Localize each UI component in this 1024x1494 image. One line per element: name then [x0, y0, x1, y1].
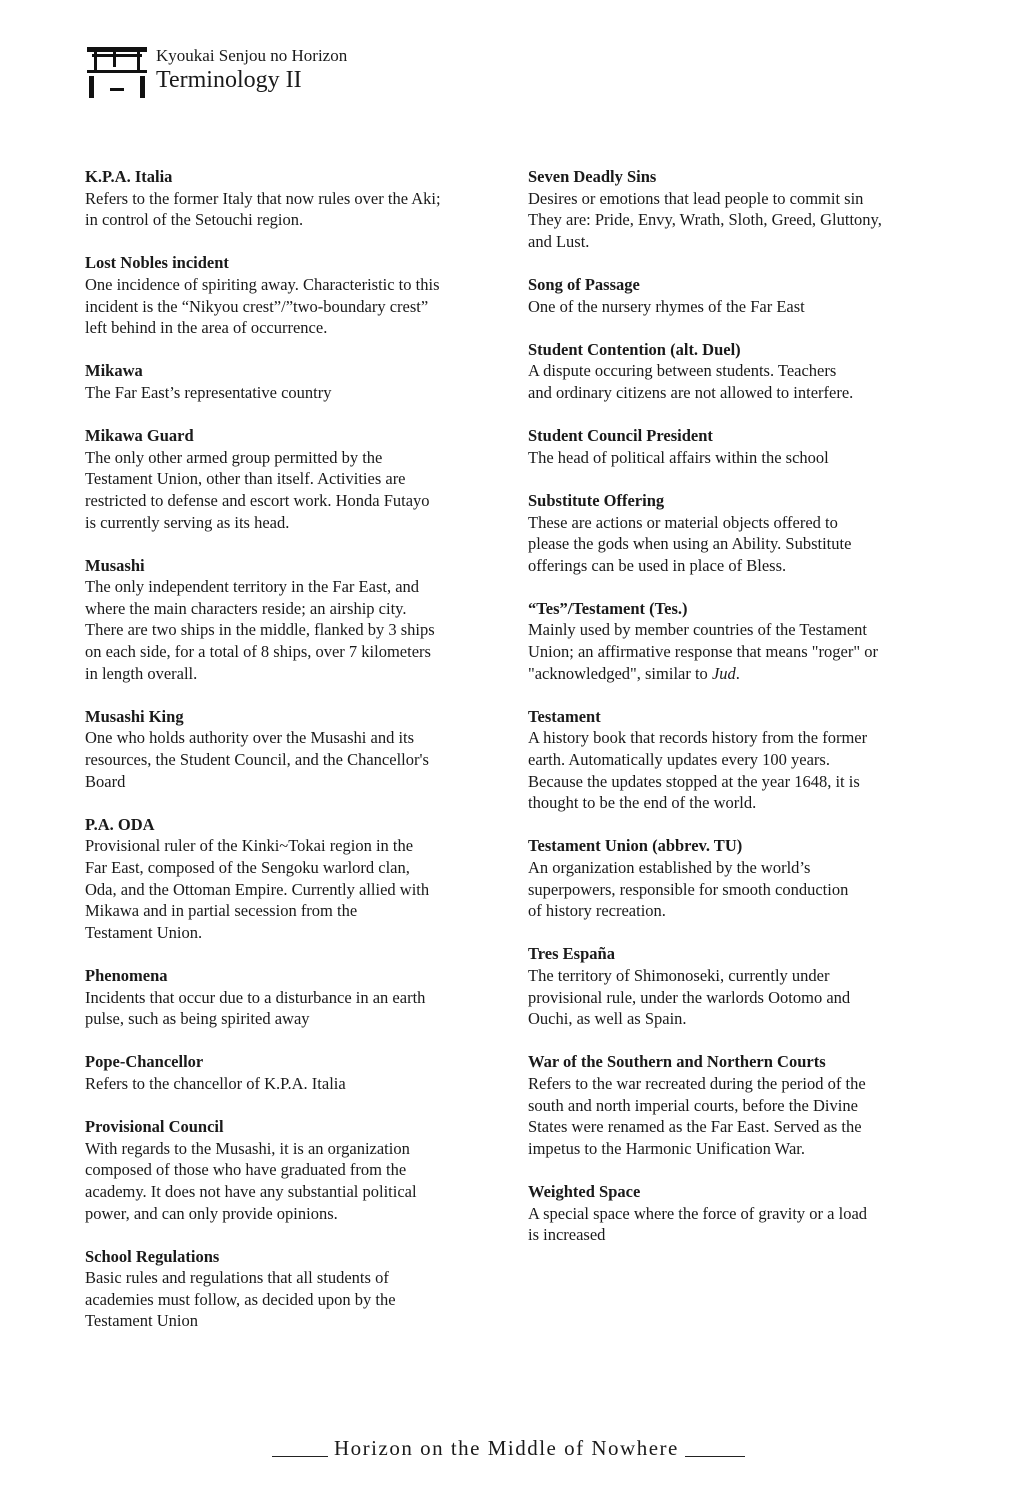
- term: “Tes”/Testament (Tes.): [528, 598, 688, 618]
- term: Tres España: [528, 944, 615, 964]
- glossary-entry: [528, 706, 968, 814]
- glossary-entry: [528, 166, 968, 252]
- definition: The only independent territory in the Far East, and where the main characters reside; an airship city. There are two ships in the middle, flanked by 3 ships on each side, for a total of 8 ships, over 7 kilometers in length overall.: [85, 577, 435, 683]
- definition: Incidents that occur due to a disturbance in an earth pulse, such as being spirited away: [85, 987, 426, 1029]
- glossary-entry: [85, 1116, 525, 1224]
- definition: Refers to the chancellor of K.P.A. Italia: [85, 1073, 346, 1093]
- term: War of the Southern and Northern Courts: [528, 1052, 826, 1072]
- footer-title: Horizon on the Middle of Nowhere: [334, 1436, 679, 1460]
- term: Student Contention (alt. Duel): [528, 339, 741, 359]
- term: School Regulations: [85, 1246, 220, 1266]
- term: Phenomena: [85, 965, 168, 985]
- term: Seven Deadly Sins: [528, 167, 657, 186]
- page-title: Terminology II: [156, 67, 302, 93]
- definition: The territory of Shimonoseki, currently under provisional rule, under the warlords Ootomo and Ouchi, as well as Spain.: [528, 965, 851, 1029]
- glossary-entry: [85, 252, 525, 338]
- term: Mikawa: [85, 361, 143, 381]
- definition: [528, 619, 968, 684]
- definition: Basic rules and regulations that all students of academies must follow, as decided upon by the Testament Union: [85, 1268, 396, 1331]
- definition: Desires or emotions that lead people to commit sin They are: Pride, Envy, Wrath, Sloth, Greed, Gluttony, and Lust.: [528, 188, 882, 251]
- glossary-entry: [528, 1051, 968, 1159]
- term: Testament: [528, 706, 601, 726]
- term: Musashi King: [85, 706, 184, 726]
- term: Substitute Offering: [528, 490, 665, 510]
- definition: The head of political affairs within the school: [528, 447, 829, 467]
- glossary-entry: [85, 814, 525, 944]
- term: Pope-Chancellor: [85, 1052, 204, 1072]
- definition: The Far East’s representative country: [85, 382, 332, 402]
- term: Mikawa Guard: [85, 426, 194, 446]
- footer-rule-left: [272, 1456, 328, 1457]
- definition: A special space where the force of gravity or a load is increased: [528, 1203, 868, 1245]
- definition: Refers to the war recreated during the period of the south and north imperial courts, before the Divine States were renamed as the Far East. Served as the impetus to the Harmonic Unification War.: [528, 1073, 866, 1158]
- term: Student Council President: [528, 426, 713, 446]
- definition: An organization established by the world’s superpowers, responsible for smooth conduction of history recreation.: [528, 858, 849, 921]
- glossary-entry: [528, 425, 968, 468]
- definition: One of the nursery rhymes of the Far East: [528, 296, 805, 316]
- definition: One incidence of spiriting away. Characteristic to this incident is the “Nikyou crest”/”two-boundary crest” left behind in the area of occurrence.: [85, 274, 440, 338]
- torii-gate-icon: [86, 44, 148, 100]
- right-column: [528, 166, 968, 1267]
- glossary-entry: [85, 706, 525, 792]
- glossary-entry: [528, 1181, 968, 1246]
- glossary-entry: [528, 943, 968, 1029]
- definition-italic: Jud: [711, 663, 736, 683]
- glossary-entry: [85, 360, 525, 403]
- definition-text: Mainly used by member countries of the Testament Union; an affirmative response that means "roger" or "acknowledged", similar to: [528, 620, 878, 683]
- glossary-entry: [528, 835, 968, 921]
- page-header: [86, 44, 347, 100]
- term: Testament Union (abbrev. TU): [528, 836, 743, 856]
- definition-end: .: [735, 663, 740, 683]
- glossary-entry: [85, 166, 525, 231]
- left-column: [85, 166, 525, 1354]
- glossary-entry: [528, 598, 968, 684]
- definition: Refers to the former Italy that now rules over the Aki; in control of the Setouchi region.: [85, 188, 441, 230]
- series-title: Kyoukai Senjou no Horizon: [156, 46, 348, 65]
- definition: Provisional ruler of the Kinki~Tokai region in the Far East, composed of the Sengoku warlord clan, Oda, and the Ottoman Empire. Currently allied with Mikawa and in partial secession from the Testament Union.: [85, 836, 430, 942]
- glossary-entry: [528, 490, 968, 576]
- term: Provisional Council: [85, 1117, 224, 1137]
- glossary-entry: [85, 555, 525, 685]
- glossary-entry: [85, 425, 525, 533]
- term: Song of Passage: [528, 274, 640, 294]
- glossary-entry: [528, 339, 968, 404]
- glossary-entry: [85, 1051, 525, 1094]
- definition: A dispute occuring between students. Teachers and ordinary citizens are not allowed to interfere.: [528, 361, 854, 402]
- glossary-entry: [85, 1246, 525, 1332]
- definition: A history book that records history from the former earth. Automatically updates every 100 years. Because the updates stopped at the year 1648, it is thought to be the end of the world.: [528, 728, 868, 813]
- term: Weighted Space: [528, 1181, 641, 1201]
- glossary-entry: [528, 274, 968, 317]
- definition: With regards to the Musashi, it is an organization composed of those who have graduated from the academy. It does not have any substantial political power, and can only provide opinions.: [85, 1138, 417, 1223]
- term: Lost Nobles incident: [85, 253, 229, 273]
- definition: One who holds authority over the Musashi and its resources, the Student Council, and the Chancellor's Board: [85, 728, 429, 791]
- term: Musashi: [85, 555, 145, 575]
- term: P.A. ODA: [85, 814, 155, 834]
- term: K.P.A. Italia: [85, 167, 173, 186]
- footer-rule-right: [685, 1456, 745, 1457]
- page-footer: [272, 1430, 780, 1460]
- definition: The only other armed group permitted by the Testament Union, other than itself. Activities are restricted to defense and escort work. Honda Futayo is currently serving as its head.: [85, 447, 430, 532]
- definition: These are actions or material objects offered to please the gods when using an Ability. Substitute offerings can be used in place of Bless.: [528, 512, 852, 575]
- glossary-entry: [85, 965, 525, 1030]
